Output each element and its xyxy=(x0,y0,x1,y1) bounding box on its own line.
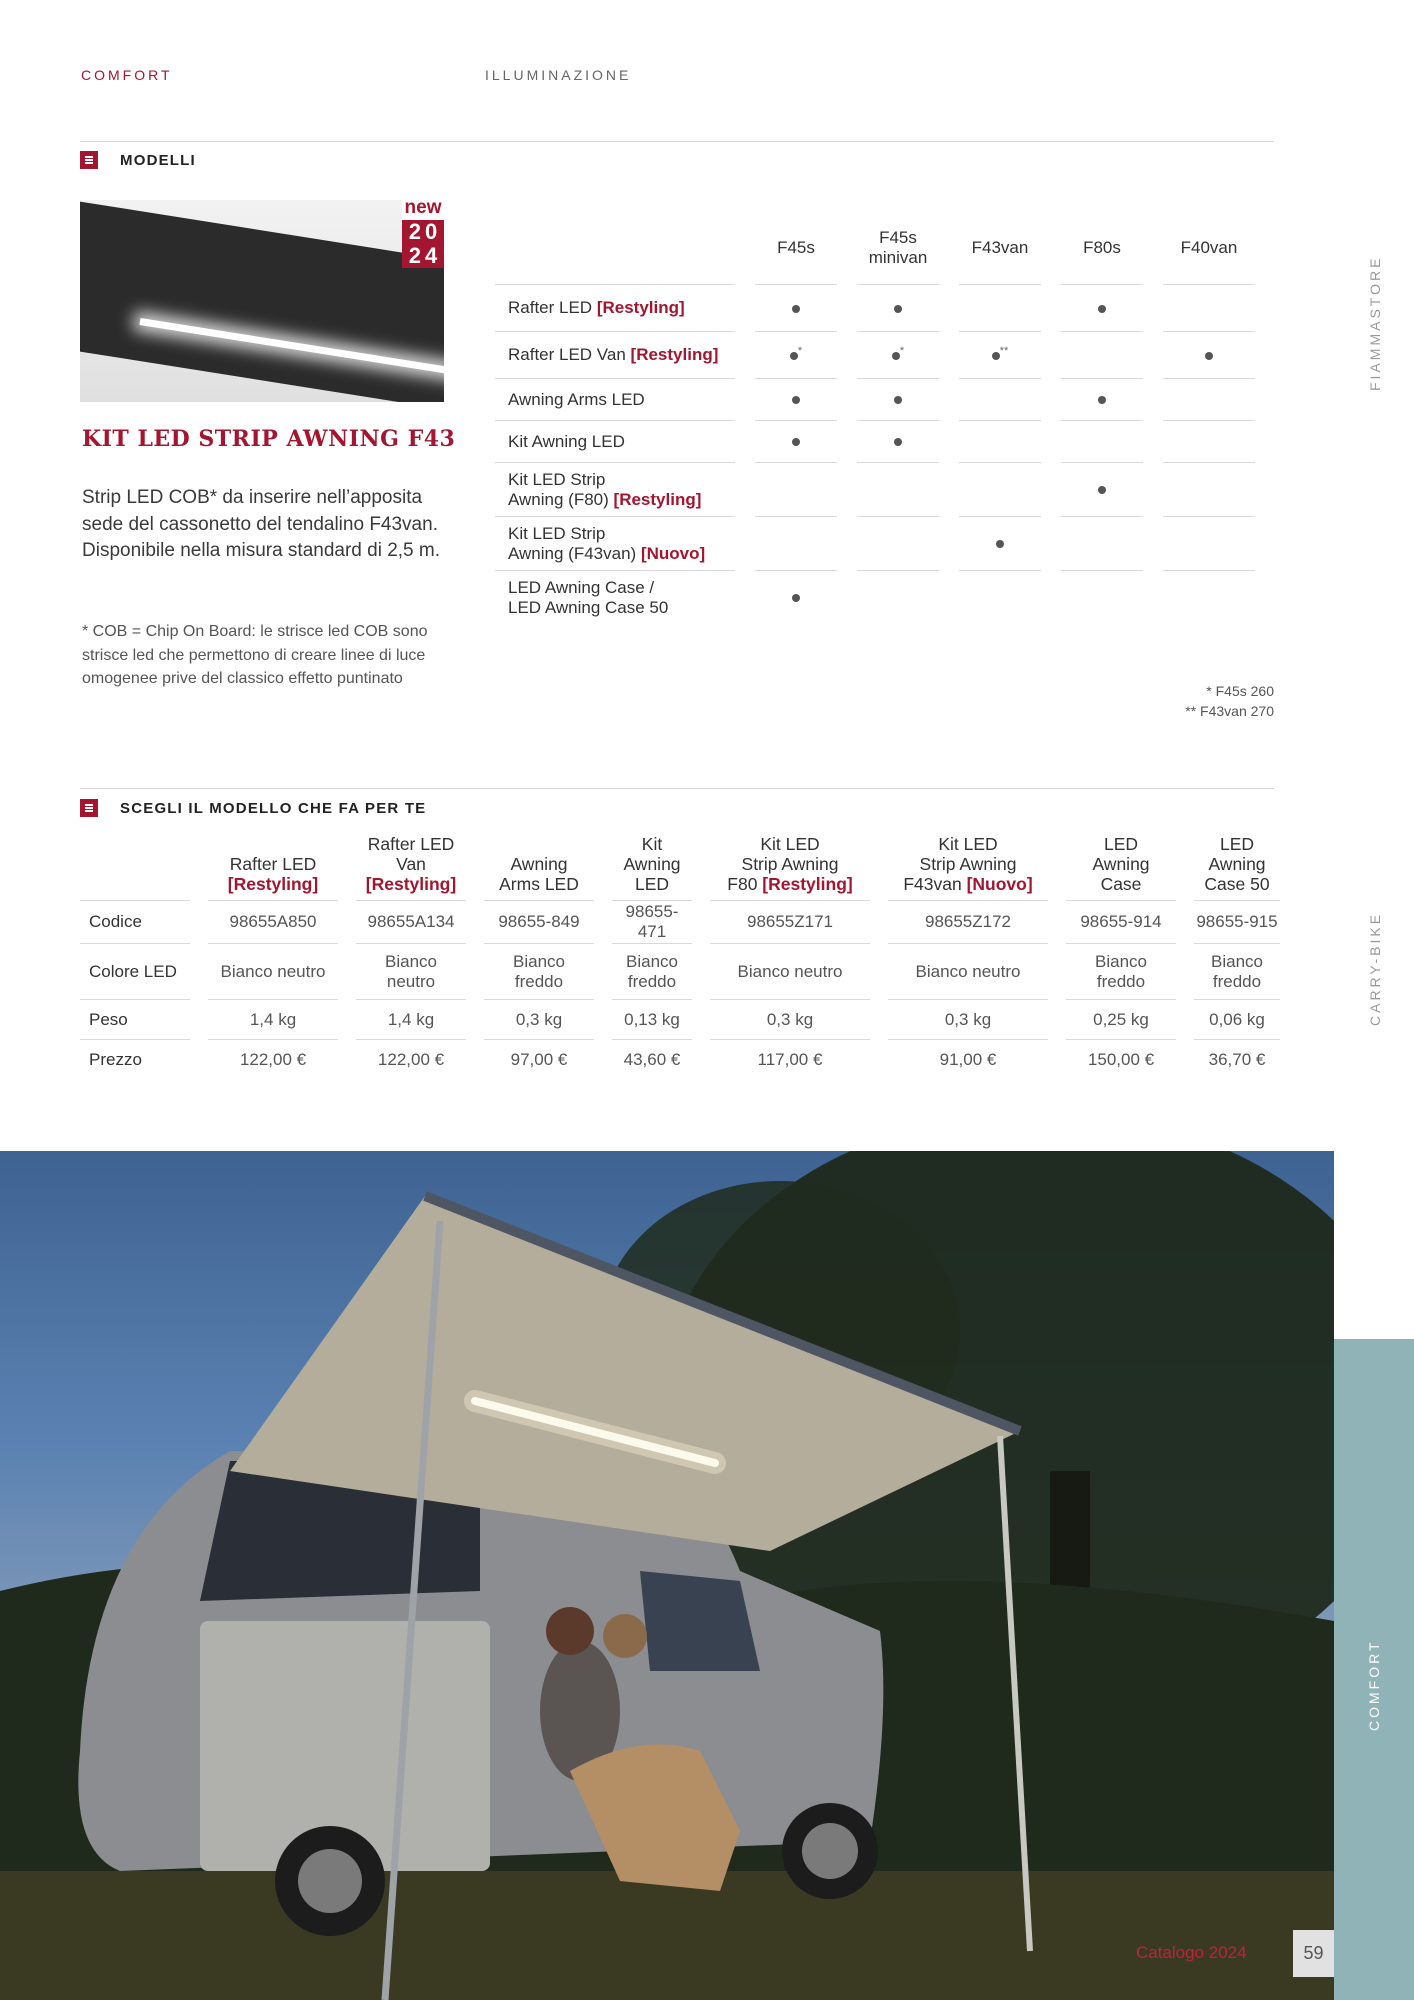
spec-cell: 1,4 kg xyxy=(356,999,466,1039)
spec-row-label: Colore LED xyxy=(80,943,190,999)
spec-cell: 0,3 kg xyxy=(484,999,594,1039)
badge-new: new xyxy=(402,196,444,220)
compat-cell xyxy=(959,420,1041,462)
compat-row-label: Rafter LED [Restyling] xyxy=(495,284,735,331)
compat-cell xyxy=(1061,462,1143,516)
spec-cell: Bianco freddo xyxy=(1066,943,1176,999)
compat-dot-icon xyxy=(792,305,800,313)
compat-dot-icon xyxy=(996,540,1004,548)
compat-cell xyxy=(959,284,1041,331)
spec-cell: 0,3 kg xyxy=(888,999,1048,1039)
badge-year-top: 20 xyxy=(402,220,444,244)
compat-cell xyxy=(857,516,939,570)
compat-dot-icon xyxy=(792,396,800,404)
spec-cell: 1,4 kg xyxy=(208,999,338,1039)
compat-mark: ** xyxy=(999,344,1009,357)
compat-cell xyxy=(1163,378,1255,420)
compat-cell xyxy=(857,378,939,420)
category-label: ILLUMINAZIONE xyxy=(485,67,632,83)
spec-cell: 0,06 kg xyxy=(1194,999,1280,1039)
spec-cell: Bianco freddo xyxy=(484,943,594,999)
spec-cell: Bianco freddo xyxy=(1194,943,1280,999)
spec-cell: 0,13 kg xyxy=(612,999,692,1039)
spec-cell: 98655-915 xyxy=(1194,900,1280,943)
list-icon xyxy=(80,151,98,169)
spec-cell: Bianco neutro xyxy=(356,943,466,999)
compat-footnotes xyxy=(1185,681,1274,721)
compat-dot-icon xyxy=(892,352,900,360)
compat-dot-icon xyxy=(1098,396,1106,404)
compat-row xyxy=(495,378,1255,420)
compat-cell xyxy=(857,420,939,462)
footnote-1: * F45s 260 xyxy=(1206,683,1274,699)
spec-cell: Bianco freddo xyxy=(612,943,692,999)
compat-col-header: F45s xyxy=(777,238,815,257)
compat-cell xyxy=(1061,420,1143,462)
compat-dot-icon xyxy=(894,305,902,313)
spec-row-label: Prezzo xyxy=(80,1039,190,1079)
spec-cell: 36,70 € xyxy=(1194,1039,1280,1079)
side-tab-carry-bike[interactable]: CARRY-BIKE xyxy=(1367,911,1383,1026)
side-tab-comfort-label[interactable]: COMFORT xyxy=(1366,1639,1382,1731)
compat-row-label: LED Awning Case / LED Awning Case 50 xyxy=(495,570,735,624)
compat-cell xyxy=(959,570,1041,624)
compat-cell xyxy=(1061,331,1143,378)
spec-row xyxy=(80,900,1280,943)
product-image xyxy=(80,200,444,402)
compat-cell xyxy=(959,516,1041,570)
spec-cell: 98655Z171 xyxy=(710,900,870,943)
spec-title: SCEGLI IL MODELLO CHE FA PER TE xyxy=(120,799,427,817)
compat-mark: * xyxy=(899,344,905,357)
spec-cell: 122,00 € xyxy=(208,1039,338,1079)
compat-cell xyxy=(857,284,939,331)
compat-dot-icon xyxy=(992,352,1000,360)
compat-cell xyxy=(857,570,939,624)
compat-row-label: Kit LED Strip Awning (F80) [Restyling] xyxy=(495,462,735,516)
spec-cell: 97,00 € xyxy=(484,1039,594,1079)
compat-cell xyxy=(959,462,1041,516)
spec-cell: 98655A134 xyxy=(356,900,466,943)
spec-row xyxy=(80,999,1280,1039)
compat-cell xyxy=(959,331,1041,378)
list-icon xyxy=(80,799,98,817)
side-tab-fiammastore[interactable]: FIAMMASTORE xyxy=(1367,255,1383,391)
compat-cell xyxy=(1061,516,1143,570)
compat-cell xyxy=(755,516,837,570)
compat-cell xyxy=(755,331,837,378)
compat-row xyxy=(495,570,1255,624)
spec-col-header: Rafter LED Van [Restyling] xyxy=(365,834,457,894)
compat-cell xyxy=(1061,378,1143,420)
compat-row-label: Kit Awning LED xyxy=(495,420,735,462)
photo-scene xyxy=(0,1151,1334,2000)
spec-cell: Bianco neutro xyxy=(710,943,870,999)
compatibility-table xyxy=(495,212,1255,624)
compat-cell xyxy=(755,570,837,624)
compat-row-label: Kit LED Strip Awning (F43van) [Nuovo] xyxy=(495,516,735,570)
spec-row xyxy=(80,1039,1280,1079)
compat-cell xyxy=(857,331,939,378)
spec-cell: 122,00 € xyxy=(356,1039,466,1079)
compat-cell xyxy=(1061,284,1143,331)
catalog-label: Catalogo 2024 xyxy=(1136,1943,1247,1962)
spec-col-header: Kit LED Strip Awning F43van [Nuovo] xyxy=(903,834,1033,894)
new-2024-badge xyxy=(402,196,444,268)
spec-cell: 150,00 € xyxy=(1066,1039,1176,1079)
product-title: KIT LED STRIP AWNING F43 xyxy=(82,426,456,452)
compat-col-header: F40van xyxy=(1180,238,1238,257)
spec-table xyxy=(80,834,1280,1079)
compat-dot-icon xyxy=(1205,352,1213,360)
spec-row-label: Peso xyxy=(80,999,190,1039)
compat-cell xyxy=(755,462,837,516)
spec-cell: 98655-914 xyxy=(1066,900,1176,943)
compat-cell xyxy=(1163,516,1255,570)
divider xyxy=(80,788,1274,789)
compat-cell xyxy=(857,462,939,516)
compat-cell xyxy=(755,420,837,462)
spec-cell: 117,00 € xyxy=(710,1039,870,1079)
compat-cell xyxy=(1163,570,1255,624)
compat-cell xyxy=(1163,462,1255,516)
compat-row-label: Awning Arms LED xyxy=(495,378,735,420)
spec-cell: 98655Z172 xyxy=(888,900,1048,943)
page-number: 59 xyxy=(1293,1930,1334,1977)
compat-row xyxy=(495,284,1255,331)
spec-cell: 0,25 kg xyxy=(1066,999,1176,1039)
compat-dot-icon xyxy=(790,352,798,360)
compat-dot-icon xyxy=(792,438,800,446)
compat-cell xyxy=(1163,420,1255,462)
compat-dot-icon xyxy=(894,438,902,446)
compat-cell xyxy=(755,284,837,331)
spec-cell: 98655-471 xyxy=(612,900,692,943)
spec-row xyxy=(80,943,1280,999)
section-label: COMFORT xyxy=(81,67,173,83)
footnote-2: ** F43van 270 xyxy=(1185,703,1274,719)
divider xyxy=(80,141,1274,142)
spec-cell: 98655-849 xyxy=(484,900,594,943)
compat-cell xyxy=(959,378,1041,420)
compat-row-label: Rafter LED Van [Restyling] xyxy=(495,331,735,378)
compat-cell xyxy=(1163,284,1255,331)
compat-mark: * xyxy=(797,344,803,357)
compat-dot-icon xyxy=(1098,305,1106,313)
spec-cell: 91,00 € xyxy=(888,1039,1048,1079)
product-description: Strip LED COB* da inserire nell’apposita sede del cassonetto del tendalino F43van. Disponibile nella misura standard di 2,5 m. xyxy=(82,487,441,561)
spec-section-header xyxy=(80,799,426,817)
spec-col-header: Rafter LED [Restyling] xyxy=(227,854,319,894)
spec-col-header: LED Awning Case xyxy=(1092,834,1150,894)
hero-photo-van-awning xyxy=(0,1151,1334,2000)
badge-year-bottom: 24 xyxy=(402,244,444,268)
compat-col-header: F43van xyxy=(971,238,1029,257)
spec-cell: 43,60 € xyxy=(612,1039,692,1079)
compat-row xyxy=(495,331,1255,378)
compat-cell xyxy=(755,378,837,420)
models-title: MODELLI xyxy=(120,151,196,169)
compat-row xyxy=(495,420,1255,462)
product-note: * COB = Chip On Board: le strisce led COB sono strisce led che permettono di creare linee di luce omogenee prive del classico effetto puntinato xyxy=(82,623,428,687)
spec-cell: 0,3 kg xyxy=(710,999,870,1039)
compat-dot-icon xyxy=(894,396,902,404)
models-section-header xyxy=(80,151,196,169)
spec-cell: 98655A850 xyxy=(208,900,338,943)
spec-col-header: LED Awning Case 50 xyxy=(1204,834,1270,894)
spec-row-label: Codice xyxy=(80,900,190,943)
compat-row xyxy=(495,462,1255,516)
spec-col-header: Kit Awning LED xyxy=(623,834,681,894)
spec-cell: Bianco neutro xyxy=(208,943,338,999)
compat-cell xyxy=(1163,331,1255,378)
compat-cell xyxy=(1061,570,1143,624)
compat-col-header: F45s minivan xyxy=(868,228,928,267)
compat-dot-icon xyxy=(792,594,800,602)
spec-cell: Bianco neutro xyxy=(888,943,1048,999)
spec-col-header: Kit LED Strip Awning F80 [Restyling] xyxy=(727,834,853,894)
compat-row xyxy=(495,516,1255,570)
spec-col-header: Awning Arms LED xyxy=(499,854,579,894)
compat-dot-icon xyxy=(1098,486,1106,494)
compat-col-header: F80s xyxy=(1083,238,1121,257)
